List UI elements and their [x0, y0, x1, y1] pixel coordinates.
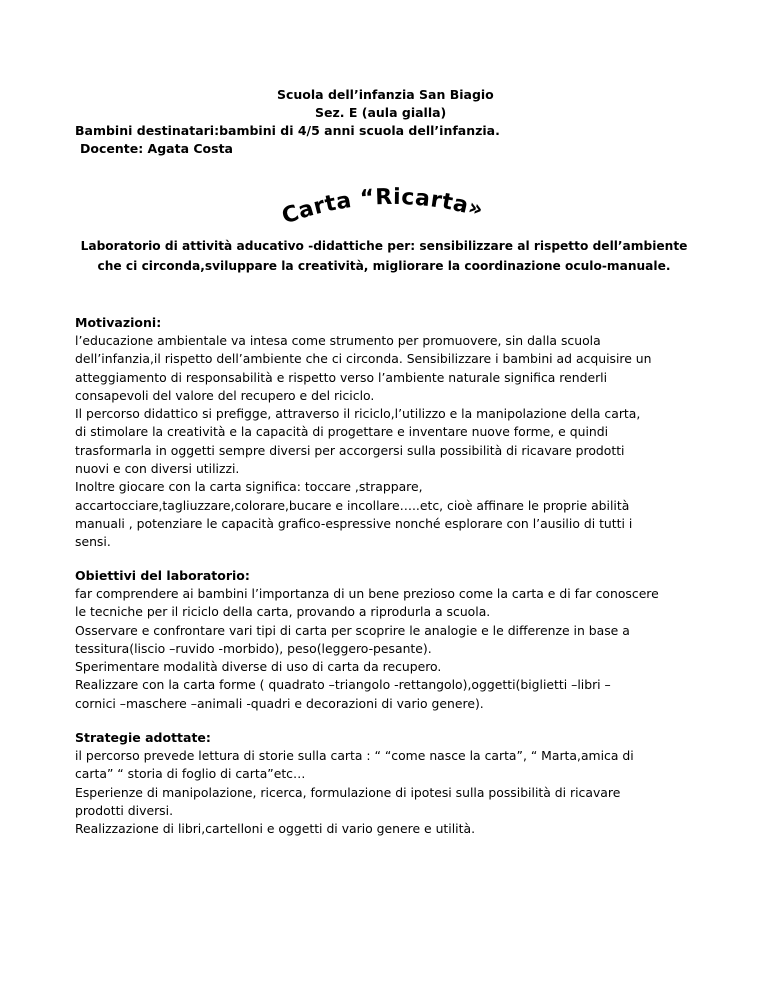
target-children: Bambini destinatari:bambini di 4/5 anni scuola dell’infanzia. [75, 123, 500, 138]
section-title: Motivazioni: [75, 315, 162, 330]
teacher-name: Docente: Agata Costa [80, 141, 233, 156]
text-line: sensi. [75, 534, 111, 550]
section-title: Strategie adottate: [75, 730, 211, 745]
section-obiettivi [75, 567, 715, 713]
text-line: accartocciare,tagliuzzare,colorare,bucare e incollare…..etc, cioè affinare le proprie abilità [75, 497, 630, 513]
text-line: di stimolare la creatività e la capacità di progettare e inventare nuove forme, e quindi [75, 424, 609, 440]
text-line: carta” “ storia di foglio di carta”etc… [75, 766, 306, 782]
text-line: il percorso prevede lettura di storie sulla carta : “ “come nasce la carta”, “ Marta,amica di [75, 748, 634, 763]
text-line: Realizzazione di libri,cartelloni e oggetti di vario genere e utilità. [75, 821, 476, 837]
text-line: trasformarla in oggetti sempre diversi per accorgersi sulla possibilità di ricavare prodotti [75, 442, 625, 458]
text-line: prodotti diversi. [75, 802, 174, 818]
text-line: far comprendere ai bambini l’importanza di un bene prezioso come la carta e di far conoscere [75, 586, 659, 601]
intro-line: Laboratorio di attività aducativo -didattiche per: sensibilizzare al rispetto dell’ambiente [80, 239, 688, 253]
text-line: nuovi e con diversi utilizzi. [75, 461, 240, 477]
title-textpath: Carta “Ricarta» [278, 184, 487, 230]
text-line: atteggiamento di responsabilità e rispetto verso l’ambiente naturale significa renderli [75, 369, 608, 385]
text-line: Esperienze di manipolazione, ricerca, formulazione di ipotesi sulla possibilità di ricavare [75, 784, 621, 800]
text-line: Inoltre giocare con la carta significa: toccare ,strappare, [75, 479, 423, 495]
wordart-title [0, 180, 768, 230]
text-line: tessitura(liscio –ruvido -morbido), peso(leggero-pesante). [75, 640, 432, 656]
section-title: Obiettivi del laboratorio: [75, 568, 250, 583]
text-line: Realizzare con la carta forme ( quadrato –triangolo -rettangolo),oggetti(biglietti –libri – [75, 677, 611, 693]
text-line: l’educazione ambientale va intesa come strumento per promuovere, sin dalla scuola [75, 333, 601, 348]
section-strategie [75, 729, 715, 838]
text-line: Osservare e confrontare vari tipi di carta per scoprire le analogie e le differenze in base a [75, 622, 630, 638]
text-line: le tecniche per il riciclo della carta, provando a riprodurla a scuola. [75, 604, 491, 620]
text-line: dell’infanzia,il rispetto dell’ambiente che ci circonda. Sensibilizzare i bambini ad acquisire un [75, 351, 652, 367]
class-section: Sez. E (aula gialla) [315, 105, 447, 120]
title-text [279, 185, 486, 230]
section-motivazioni [75, 314, 715, 552]
text-line: cornici –maschere –animali -quadri e decorazioni di vario genere). [75, 695, 484, 711]
text-line: consapevoli del valore del recupero e del riciclo. [75, 387, 375, 403]
text-line: Sperimentare modalità diverse di uso di carta da recupero. [75, 659, 442, 675]
intro-line: che ci circonda,sviluppare la creatività, migliorare la coordinazione oculo-manuale. [97, 259, 671, 273]
text-line: manuali , potenziare le capacità grafico-espressive nonché esplorare con l’ausilio di tutti i [75, 515, 633, 531]
school-name: Scuola dell’infanzia San Biagio [277, 87, 494, 102]
text-line: Il percorso didattico si prefigge, attraverso il riciclo,l’utilizzo e la manipolazione della carta, [75, 406, 641, 422]
